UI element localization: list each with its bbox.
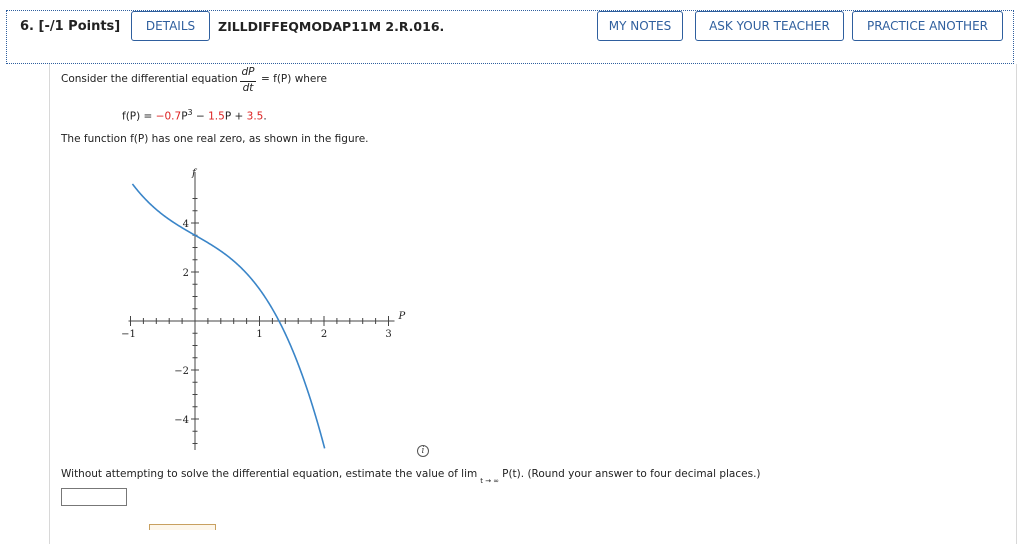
frac-numerator: dP <box>241 66 255 78</box>
ask-teacher-button[interactable]: ASK YOUR TEACHER <box>695 11 844 41</box>
question-tail: P(t). (Round your answer to four decimal places.) <box>502 468 761 480</box>
question-number: 6. [-/1 Points] <box>20 19 121 34</box>
x-tick-label: 3 <box>385 329 392 340</box>
y-tick-label: −2 <box>174 366 189 377</box>
coefficient-1: −0.7 <box>155 110 182 123</box>
zero-statement: The function f(P) has one real zero, as shown in the figure. <box>61 133 369 145</box>
function-definition <box>122 108 267 123</box>
term-2: P + <box>224 110 247 123</box>
exponent-1: 3 <box>187 108 193 117</box>
constant-term: 3.5 <box>246 110 264 123</box>
coefficient-2: 1.5 <box>208 110 225 123</box>
limit-subscript: t → ∞ <box>480 477 500 485</box>
intro-text: Consider the differential equation <box>61 73 238 85</box>
y-tick-label: −4 <box>174 415 189 426</box>
problem-code: ZILLDIFFEQMODAP11M 2.R.016. <box>218 19 445 34</box>
answer-input[interactable] <box>61 488 127 506</box>
minus-sign: − <box>192 110 209 123</box>
y-tick-label: 2 <box>182 268 189 279</box>
equation-tail: = f(P) where <box>261 73 327 85</box>
practice-another-button[interactable]: PRACTICE ANOTHER <box>852 11 1003 41</box>
x-tick-label: 2 <box>320 329 328 340</box>
limit-question <box>61 468 761 485</box>
info-icon[interactable]: i <box>417 445 429 457</box>
x-axis-label: P <box>398 311 406 322</box>
period: . <box>263 110 267 123</box>
term-1: P <box>181 110 188 123</box>
details-button[interactable]: DETAILS <box>131 11 210 41</box>
function-lhs: f(P) = <box>122 110 156 123</box>
y-axis-label: f <box>192 168 196 179</box>
x-tick-label: −1 <box>121 329 136 340</box>
question-text: Without attempting to solve the differential equation, estimate the value of lim <box>61 468 478 480</box>
frac-denominator: dt <box>242 82 254 94</box>
function-curve <box>132 184 324 448</box>
submit-button-edge[interactable] <box>149 524 216 530</box>
x-tick-label: 1 <box>256 329 263 340</box>
my-notes-button[interactable]: MY NOTES <box>597 11 683 41</box>
y-tick-label: 4 <box>182 219 189 230</box>
function-graph <box>115 160 415 460</box>
